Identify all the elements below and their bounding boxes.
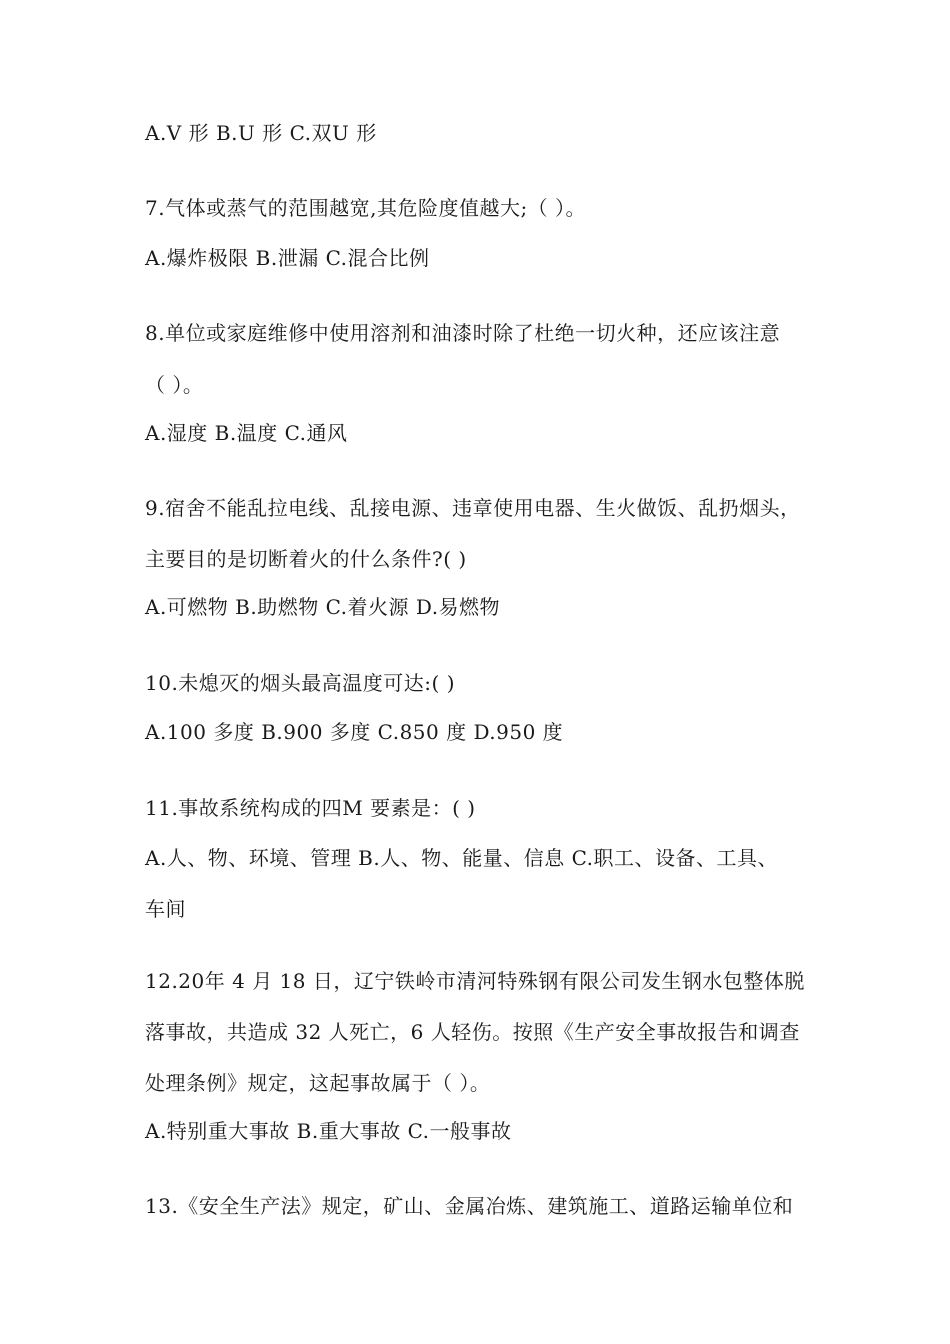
q13-question-line-1: 13.《安全生产法》规定，矿山、金属冶炼、建筑施工、道路运输单位和 — [145, 1194, 794, 1218]
q8-question-line-1: 8.单位或家庭维修中使用溶剂和油漆时除了杜绝一切火种，还应该注意 — [145, 321, 781, 345]
q9-question-line-1: 9.宿舍不能乱拉电线、乱接电源、违章使用电器、生火做饭、乱扔烟头， — [145, 496, 801, 520]
q9-question-line-2: 主要目的是切断着火的什么条件?( ) — [145, 547, 467, 571]
q6-options: A.V 形 B.U 形 C.双U 形 — [145, 121, 377, 145]
q9-options: A.可燃物 B.助燃物 C.着火源 D.易燃物 — [145, 595, 501, 619]
q10-options: A.100 多度 B.900 多度 C.850 度 D.950 度 — [145, 720, 564, 744]
q11-question: 11.事故系统构成的四M 要素是：( ) — [145, 796, 476, 820]
q10-question: 10.未熄灭的烟头最高温度可达:( ) — [145, 671, 456, 695]
q12-question-line-1: 12.20年 4 月 18 日，辽宁铁岭市清河特殊钢有限公司发生钢水包整体脱 — [145, 969, 805, 993]
q7-options: A.爆炸极限 B.泄漏 C.混合比例 — [145, 246, 430, 270]
q11-options-line-2: 车间 — [145, 897, 186, 921]
q12-options: A.特别重大事故 B.重大事故 C.一般事故 — [145, 1119, 512, 1143]
q8-options: A.湿度 B.温度 C.通风 — [145, 421, 348, 445]
q12-question-line-3: 处理条例》规定，这起事故属于（ ）。 — [145, 1071, 491, 1095]
q8-question-line-2: （ ）。 — [145, 373, 204, 397]
q11-options-line-1: A.人、物、环境、管理 B.人、物、能量、信息 C.职工、设备、工具、 — [145, 846, 779, 870]
q7-question: 7.气体或蒸气的范围越宽,其危险度值越大;（ ）。 — [145, 196, 587, 220]
q12-question-line-2: 落事故，共造成 32 人死亡，6 人轻伤。按照《生产安全事故报告和调查 — [145, 1020, 800, 1044]
